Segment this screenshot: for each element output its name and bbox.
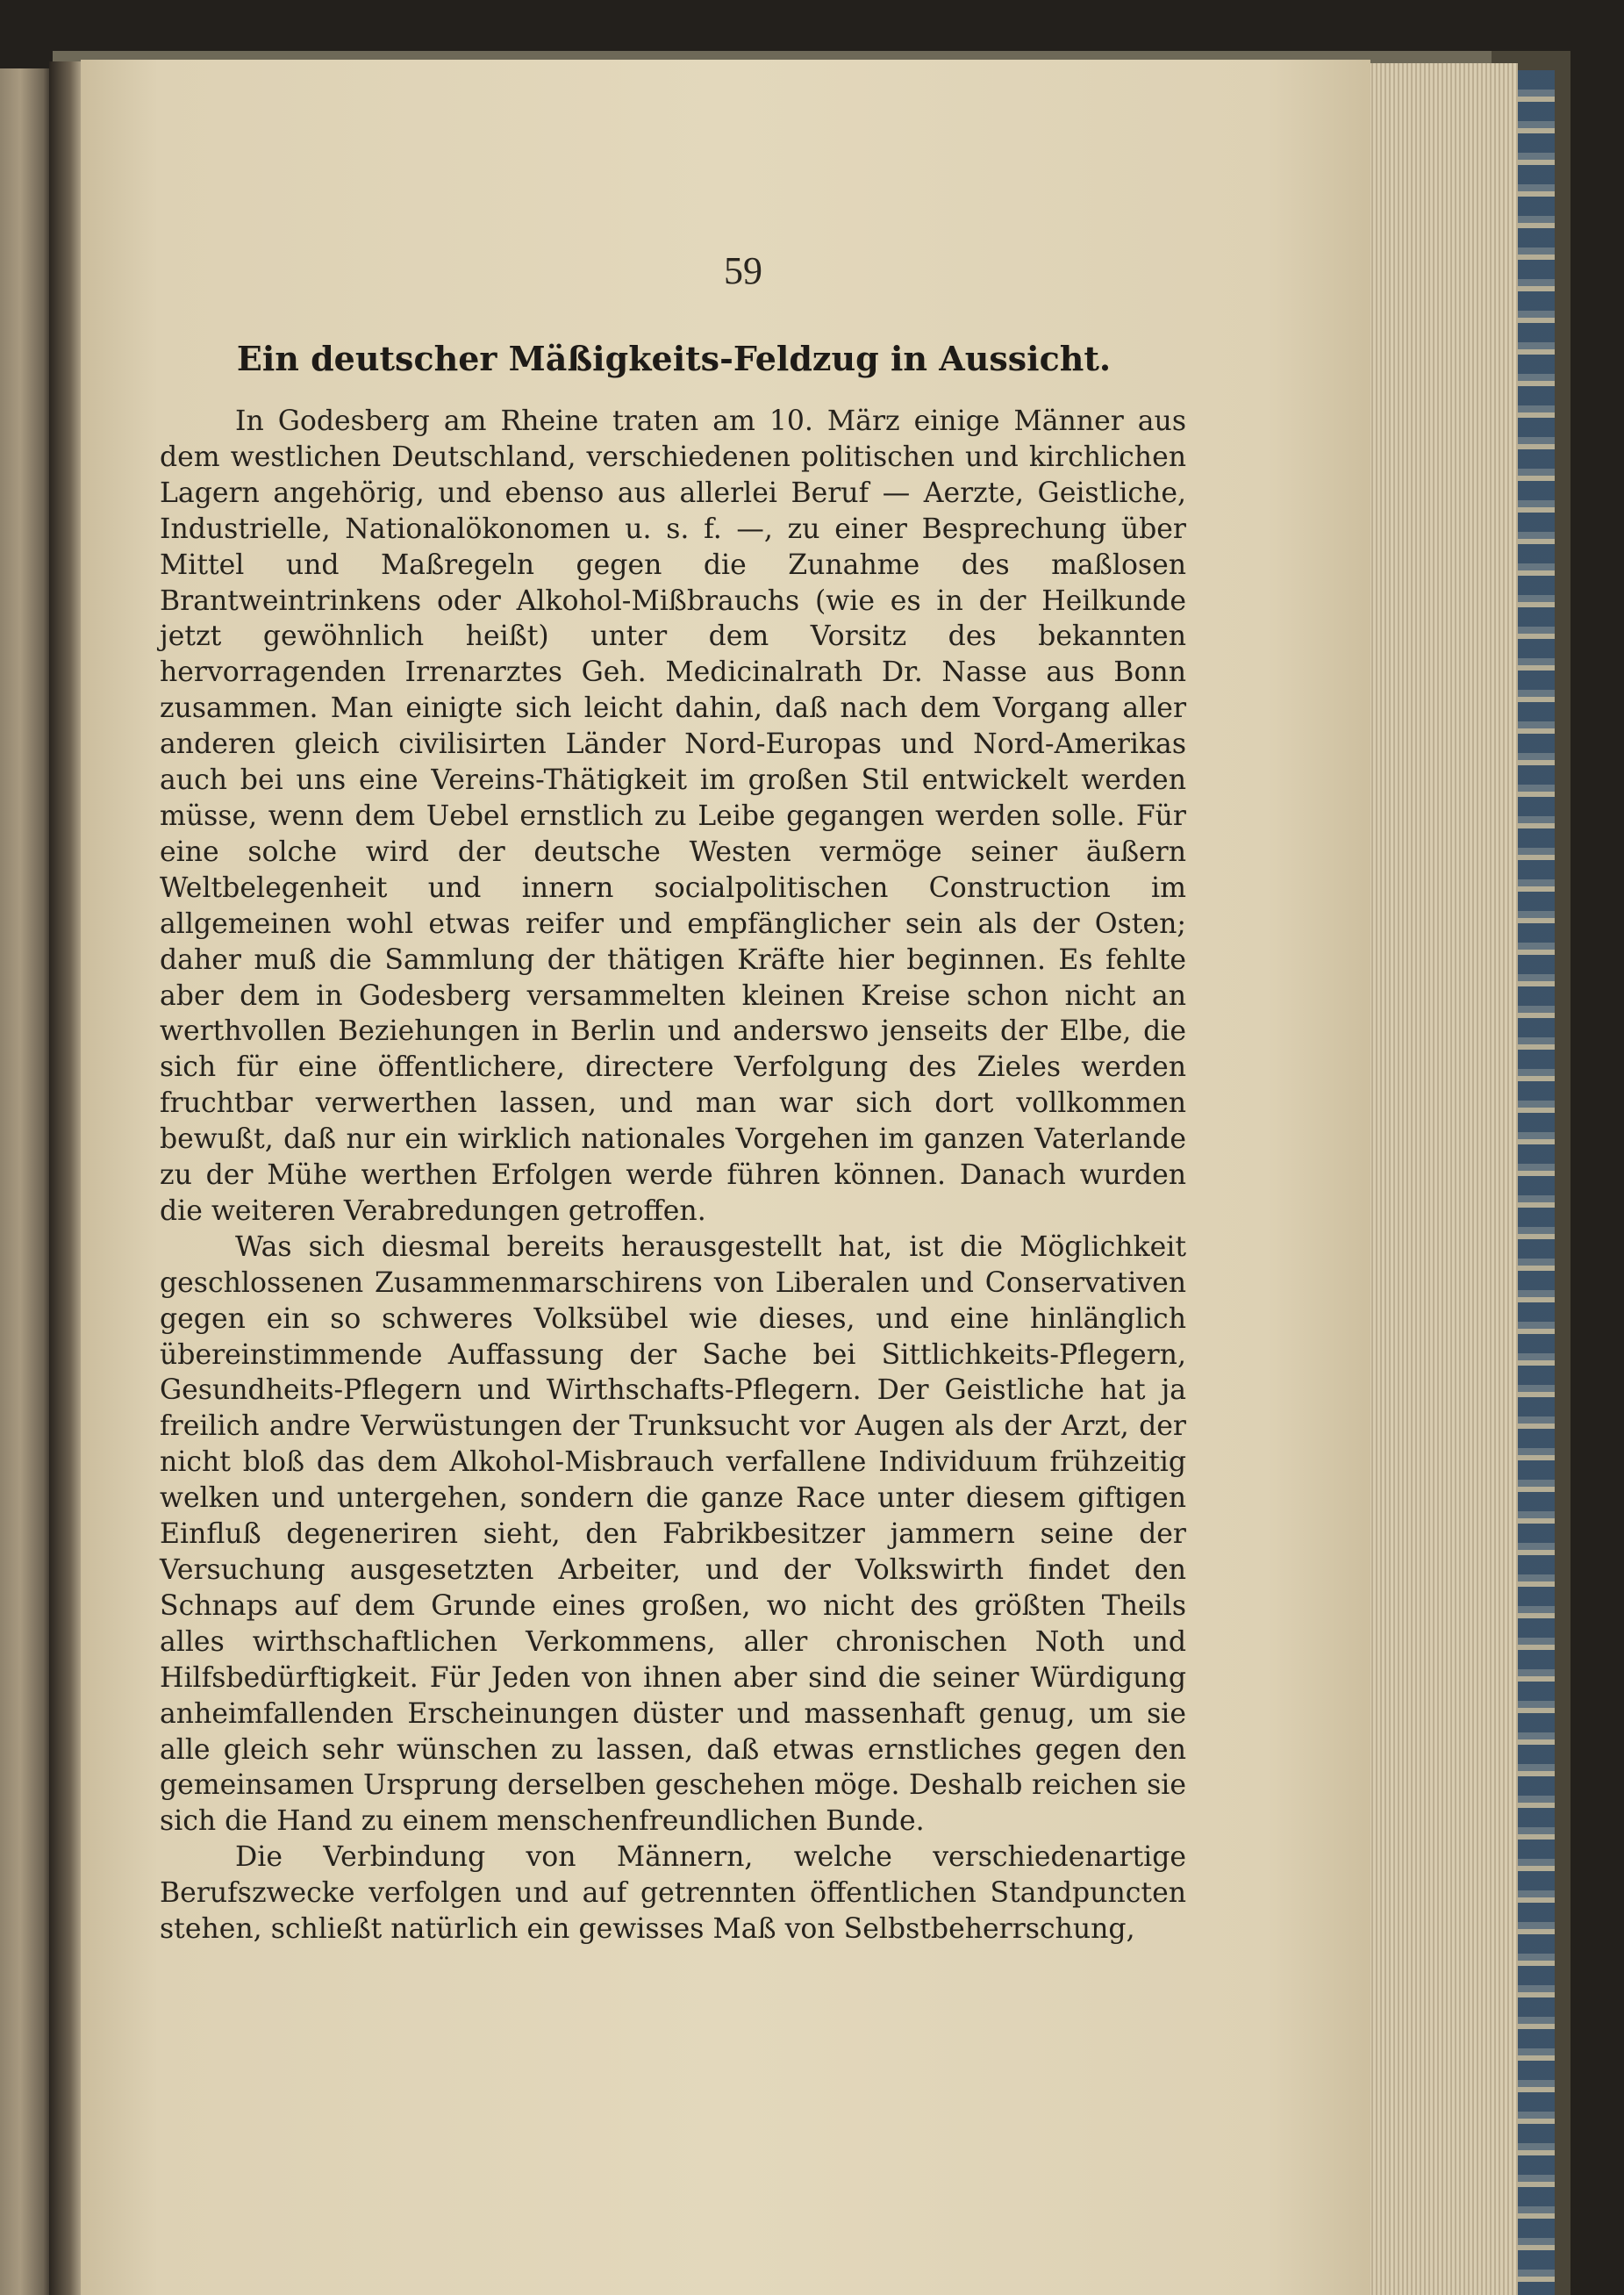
paragraph: Was sich diesmal bereits herausgestellt hat, ist die Möglichkeit geschlossenen Zusammenmarschirens von Liberalen und Conservativen gegen ein so schweres Volksübel wie dieses, und eine hinlänglich übereinstimmende Auffassung der Sache bei Sittlichkeits-Pflegern, Gesundheits-Pflegern und Wirthschafts-Pflegern. Der Geistliche hat ja freilich andre Verwüstungen der Trunksucht vor Augen als der Arzt, der nicht bloß das dem Alkohol-Misbrauch verfallene Individuum frühzeitig welken und untergehen, sondern die ganze Race unter diesem giftigen Einfluß degeneriren sieht, den Fabrikbesitzer jammern seine der Versuchung ausgesetzten Arbeiter, und der Volkswirth findet den Schnaps auf dem Grunde eines großen, wo nicht des größten Theils alles wirthschaftlichen Verkommens, aller chronischen Noth und Hilfsbedürftigkeit. Für Jeden von ihnen aber sind die seiner Würdigung anheimfallenden Erscheinungen düster und massenhaft genug, um sie alle gleich sehr wünschen zu lassen, daß etwas ernstliches gegen den gemeinsamen Ursprung derselben geschehen möge. Deshalb reichen sie sich die Hand zu einem menschenfreundlichen Bunde.: [160, 1230, 1186, 1838]
facing-page-edge: [0, 68, 51, 2295]
page-block-edges: [1364, 63, 1518, 2295]
paragraph: In Godesberg am Rheine traten am 10. März einige Männer aus dem westlichen Deutschland, verschiedenen politischen und kirchlichen Lagern angehörig, und ebenso aus allerlei Beruf — Aerzte, Geistliche, Industrielle, Nationalökonomen u. s. f. —, zu einer Besprechung über Mittel und Maßregeln gegen die Zunahme des maßlosen Brantweintrinkens oder Alkohol-Mißbrauchs (wie es in der Heilkunde jetzt gewöhnlich heißt) unter dem Vorsitz des bekannten hervorragenden Irrenarztes Geh. Medicinalrath Dr. Nasse aus Bonn zusammen. Man einigte sich leicht dahin, daß nach dem Vorgang aller anderen gleich civilisirten Länder Nord-Europas und Nord-Amerikas auch bei uns eine Vereins-Thätigkeit im großen Stil entwickelt werden müsse, wenn dem Uebel ernstlich zu Leibe gegangen werden solle. Für eine solche wird der deutsche Westen vermöge seiner äußern Weltbelegenheit und innern socialpolitischen Construction im allgemeinen wohl etwas reifer und empfänglicher sein als der Osten; daher muß die Sammlung der thätigen Kräfte hier beginnen. Es fehlte aber dem in Godesberg versammelten kleinen Kreise schon nicht an werthvollen Beziehungen in Berlin und anderswo jenseits der Elbe, die sich für eine öffentlichere, directere Verfolgung des Zieles werden fruchtbar verwerthen lassen, und man war sich dort vollkommen bewußt, daß nur ein wirklich nationales Vorgehen im ganzen Vaterlande zu der Mühe werthen Erfolgen werde führen können. Danach wurden die weiteren Verabredungen getroffen.: [160, 405, 1186, 1227]
page-number: 59: [724, 249, 762, 292]
book-cover-pattern: [1518, 70, 1555, 2295]
book-page: [81, 60, 1370, 2295]
paragraph: Die Verbindung von Männern, welche verschiedenartige Berufszwecke verfolgen und auf getrennten öffentlichen Standpuncten stehen, schließt natürlich ein gewisses Maß von Selbstbeherrschung,: [160, 1841, 1186, 1946]
body-text: [160, 404, 1186, 1947]
gutter-shadow: [49, 61, 84, 2295]
section-heading: Ein deutscher Mäßigkeits-Feldzug in Aussicht.: [236, 339, 1112, 378]
